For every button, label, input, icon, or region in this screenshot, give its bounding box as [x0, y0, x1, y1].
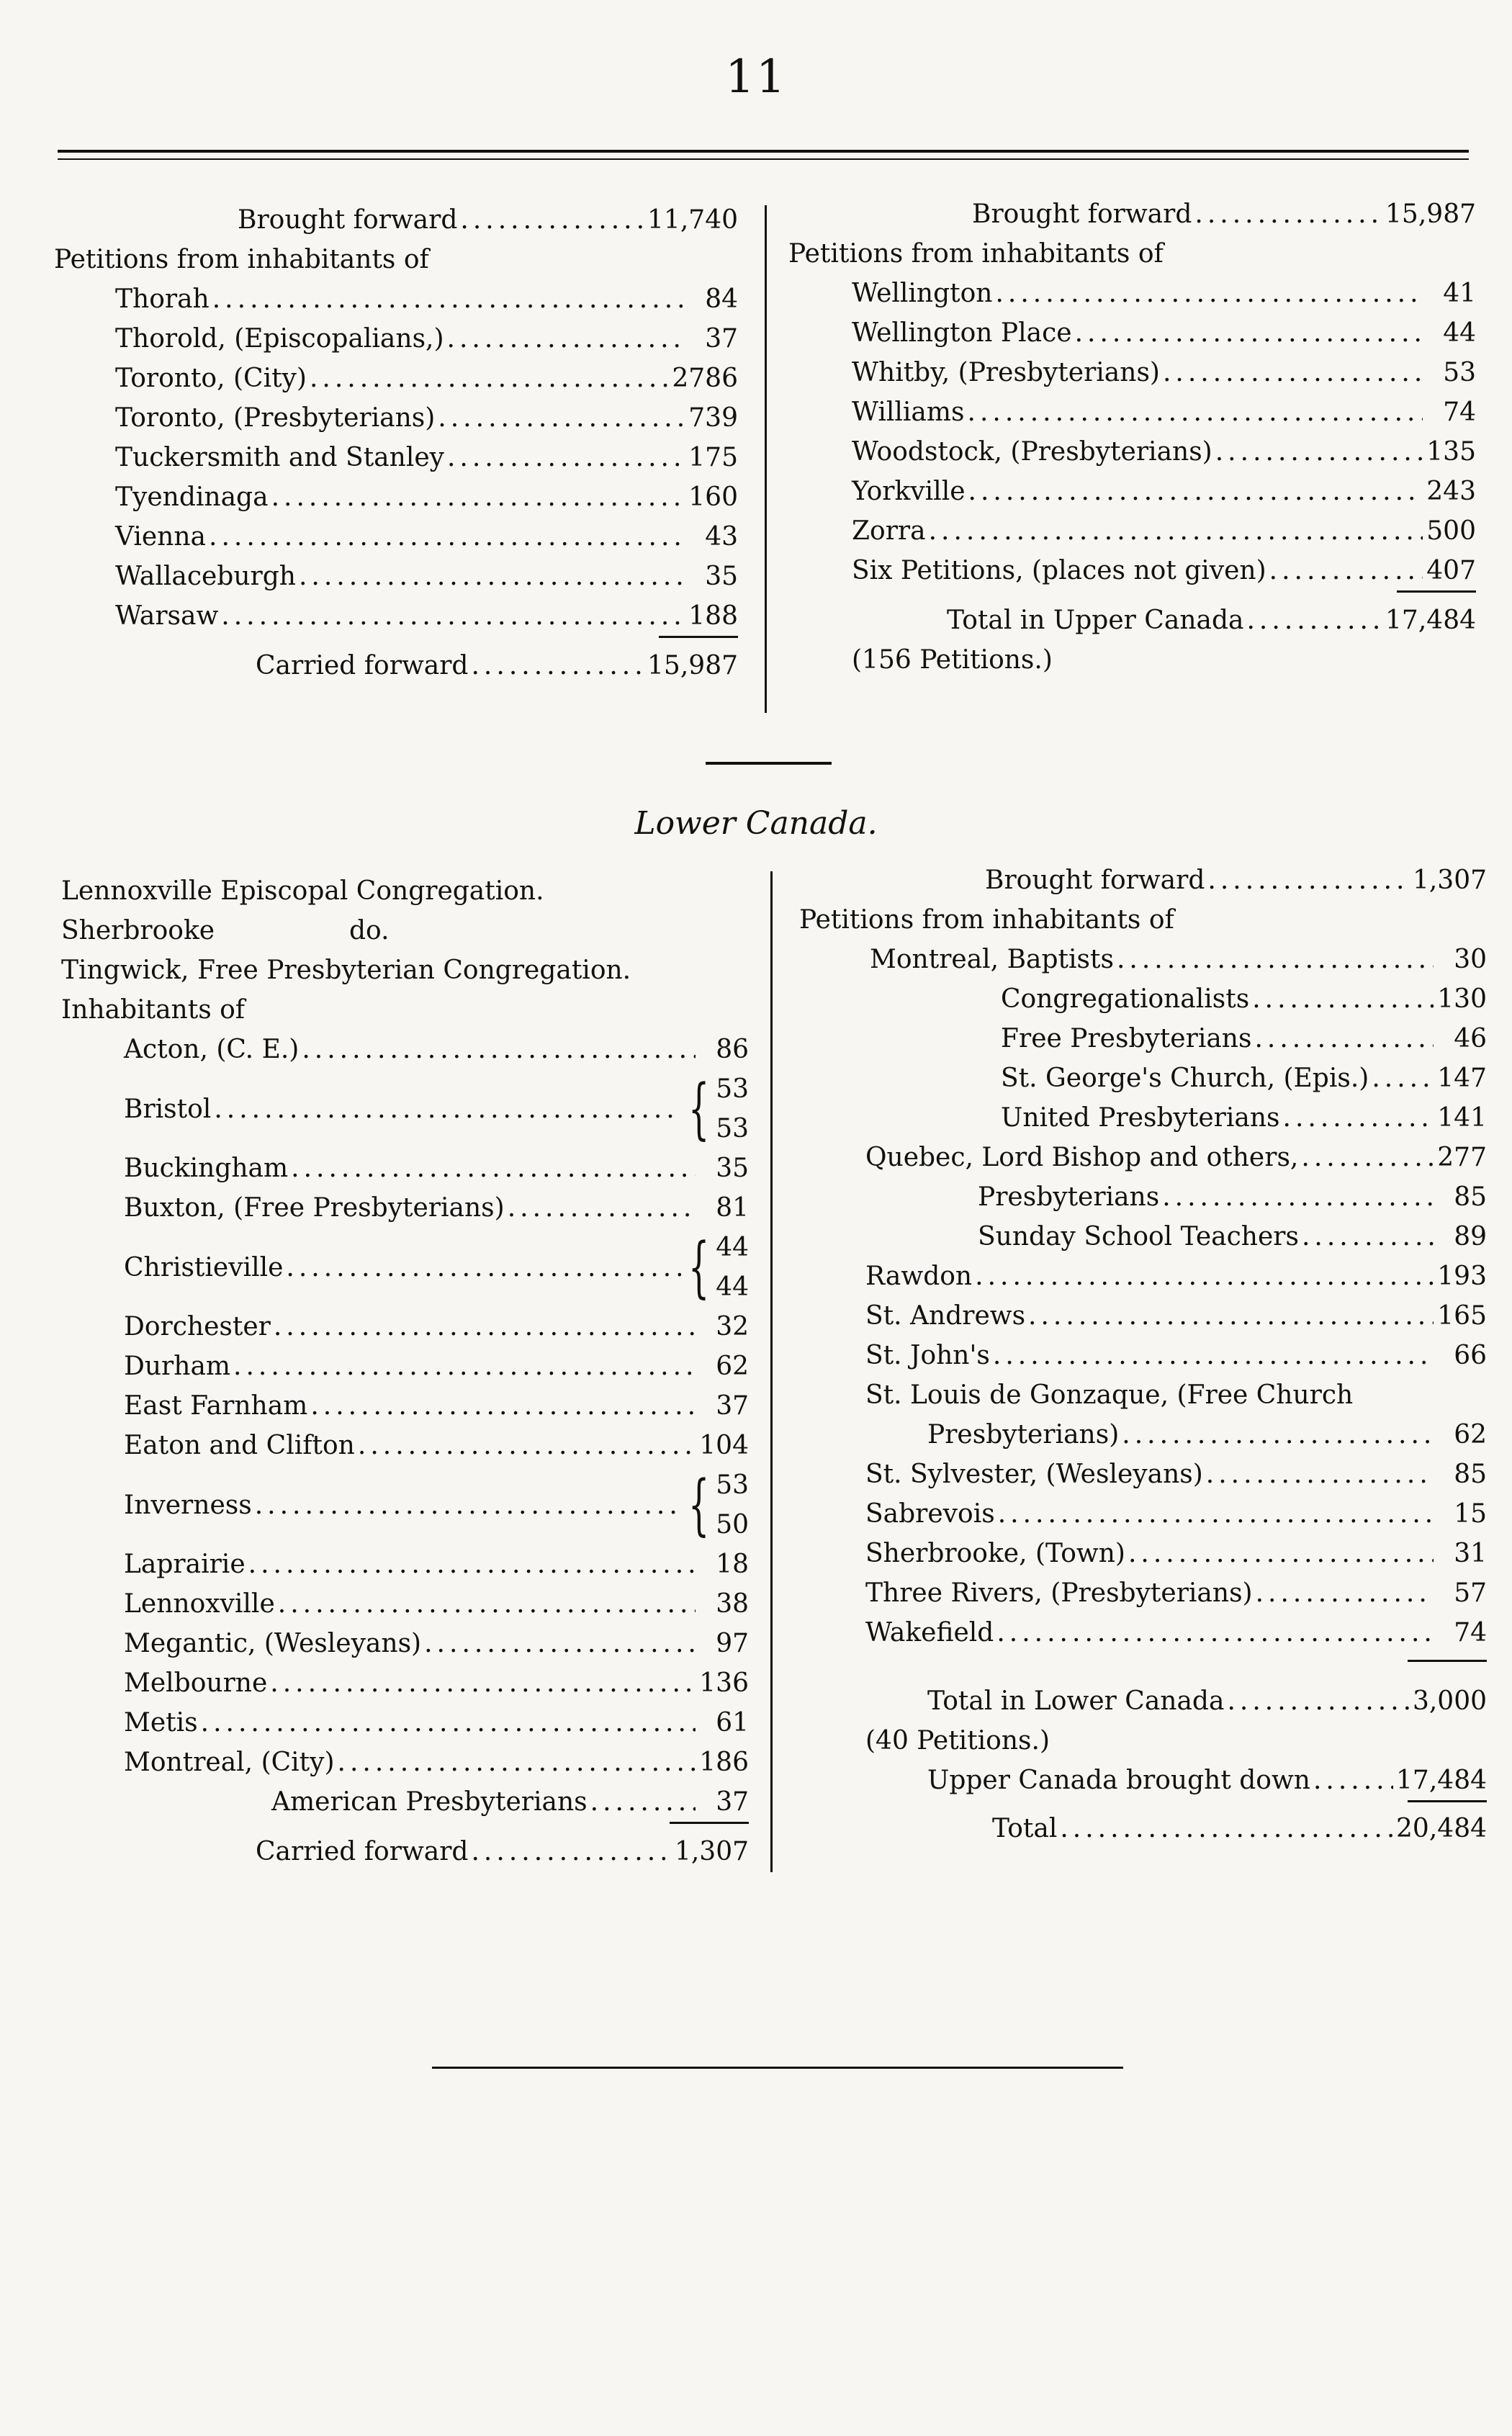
row-label: Thorold, (Episcopalians,)	[115, 324, 444, 354]
row-label: Thorah	[115, 284, 210, 314]
list-item	[124, 1307, 749, 1347]
sum-line	[1408, 1800, 1487, 1802]
leader-dots	[1162, 1177, 1434, 1217]
row-value: 500	[1426, 516, 1476, 546]
list-item	[865, 1336, 1487, 1375]
row-label: Megantic, (Wesleyans)	[124, 1629, 422, 1658]
row-value: 41	[1443, 279, 1476, 308]
list-item-bracketed: Bristol ..... { 53 53	[124, 1069, 749, 1149]
leader-dots	[1254, 1019, 1434, 1059]
section-divider	[706, 762, 832, 765]
sum-line	[1397, 590, 1476, 593]
row-label: St. Sylvester, (Wesleyans)	[865, 1460, 1203, 1489]
row-label: Yorkville	[852, 477, 966, 506]
row-value: 407	[1426, 556, 1476, 585]
row-label: Congregationalists	[1001, 984, 1250, 1014]
row-label: Woodstock, (Presbyterians)	[852, 437, 1212, 467]
leader-dots	[1215, 432, 1423, 472]
list-item: St. Louis de Gonzaque, (Free Church	[865, 1380, 1354, 1410]
leader-dots	[201, 1703, 696, 1743]
row-label: Sherbrooke, (Town)	[865, 1539, 1125, 1568]
list-item	[1001, 1019, 1487, 1059]
row-value: 136	[699, 1668, 749, 1698]
list-item	[865, 1573, 1487, 1613]
leader-dots	[1256, 1573, 1434, 1613]
list-item	[852, 432, 1476, 472]
row-value: 35	[705, 562, 738, 591]
list-item	[1001, 979, 1487, 1019]
list-item	[124, 1743, 749, 1782]
leader-dots	[1283, 1098, 1434, 1138]
row-value: 739	[688, 403, 738, 433]
leader-dots	[358, 1426, 696, 1465]
intro-line: Tingwick, Free Presbyterian Congregation.	[61, 956, 631, 985]
lower-right-column	[799, 860, 1487, 1848]
row-label: Three Rivers, (Presbyterians)	[865, 1578, 1253, 1608]
petitions-count: (40 Petitions.)	[865, 1726, 1050, 1756]
leader-dots	[968, 472, 1423, 511]
leader-dots	[995, 274, 1423, 313]
list-item	[865, 1613, 1487, 1653]
top-rule-thin	[58, 158, 1469, 160]
brace-icon: {	[688, 1466, 710, 1543]
row-label: Brought forward	[238, 205, 458, 235]
row-label: Rawdon	[865, 1262, 973, 1291]
row-value: 104	[699, 1431, 749, 1460]
list-item	[115, 398, 738, 438]
leader-dots	[1128, 1534, 1434, 1573]
leader-dots	[310, 359, 669, 398]
list-item	[852, 551, 1476, 590]
leader-dots	[996, 1613, 1434, 1653]
leader-dots	[1163, 353, 1423, 392]
list-item	[1001, 1098, 1487, 1138]
row-value: 141	[1437, 1103, 1487, 1133]
list-item	[124, 1347, 749, 1386]
leader-dots	[1269, 551, 1423, 590]
row-value: 193	[1437, 1262, 1487, 1291]
row-label: Warsaw	[115, 601, 219, 631]
row-value: 175	[688, 443, 738, 472]
row-label: East Farnham	[124, 1391, 308, 1421]
leader-dots	[1252, 979, 1434, 1019]
list-item	[124, 1584, 749, 1624]
row-label: Laprairie	[124, 1550, 246, 1579]
row-label: Toronto, (City)	[115, 364, 307, 393]
row-label: Free Presbyterians	[1001, 1024, 1252, 1053]
row-value: 85	[1454, 1182, 1487, 1212]
leader-dots	[968, 392, 1423, 432]
section-title: Lower Canada.	[634, 805, 878, 842]
upper-left-rows	[54, 279, 738, 636]
leader-dots	[271, 477, 685, 517]
row-label: Toronto, (Presbyterians)	[115, 403, 436, 433]
row-value: 165	[1437, 1301, 1487, 1331]
total-lower-canada-row: Total in Lower Canada ..... 3,000	[799, 1681, 1487, 1721]
intro-line: Inhabitants of	[61, 995, 246, 1025]
leader-dots	[291, 1149, 696, 1188]
petitions-heading: Petitions from inhabitants of	[799, 905, 1174, 935]
carried-forward-row	[54, 646, 738, 686]
row-value: 31	[1454, 1539, 1487, 1568]
leader-dots	[274, 1307, 696, 1347]
upper-left-column	[54, 200, 738, 686]
row-label: Wellington	[852, 279, 993, 308]
petitions-count: (156 Petitions.)	[852, 645, 1053, 675]
row-value: 15	[1454, 1499, 1487, 1529]
list-item-sub: American Presbyterians ..... 37	[124, 1782, 749, 1822]
list-item	[865, 1455, 1487, 1494]
list-item	[124, 1149, 749, 1188]
leader-dots	[233, 1347, 696, 1386]
list-item	[124, 1545, 749, 1584]
list-item	[115, 319, 738, 359]
row-value: 243	[1426, 477, 1476, 506]
row-label: Dorchester	[124, 1312, 271, 1341]
list-item-bracketed: Inverness ..... { 53 50	[124, 1465, 749, 1545]
list-item	[115, 438, 738, 477]
list-item	[852, 313, 1476, 353]
sum-line	[1408, 1660, 1487, 1662]
list-item	[865, 1296, 1487, 1336]
row-value: 61	[716, 1708, 749, 1738]
list-item	[115, 359, 738, 398]
row-label: Metis	[124, 1708, 198, 1738]
leader-dots	[1372, 1059, 1434, 1098]
row-value: 186	[699, 1748, 749, 1777]
leader-dots	[338, 1743, 696, 1782]
leader-dots	[993, 1336, 1434, 1375]
row-value: 35	[716, 1154, 749, 1183]
list-item	[124, 1426, 749, 1465]
intro-line: Lennoxville Episcopal Congregation.	[61, 876, 544, 906]
intro-line: Sherbrooke do.	[61, 911, 749, 950]
row-value: 89	[1454, 1222, 1487, 1251]
row-label: Whitby, (Presbyterians)	[852, 358, 1160, 387]
leader-dots	[1028, 1296, 1434, 1336]
row-value: 53	[1443, 358, 1476, 387]
list-item: Quebec, Lord Bishop and others, ..... 277	[799, 1138, 1487, 1177]
page-number: 11	[725, 50, 787, 104]
leader-dots	[1075, 313, 1423, 353]
leader-dots	[1302, 1217, 1434, 1257]
leader-dots	[471, 646, 644, 686]
list-item-cont: Presbyterians) ..... 62	[799, 1415, 1487, 1455]
leader-dots	[270, 1663, 696, 1703]
row-value: 74	[1443, 397, 1476, 427]
leader-dots	[1206, 1455, 1434, 1494]
leader-dots	[299, 557, 685, 596]
row-value: 62	[716, 1352, 749, 1381]
row-label: Williams	[852, 397, 965, 427]
brought-forward-row	[54, 200, 738, 240]
brought-forward-row: Brought forward ..... 15,987	[788, 194, 1476, 234]
row-label: Buckingham	[124, 1154, 289, 1183]
row-value: 46	[1454, 1024, 1487, 1053]
list-item	[852, 274, 1476, 313]
row-label: United Presbyterians	[1001, 1103, 1280, 1133]
row-label: St. Andrews	[865, 1301, 1026, 1331]
list-item	[865, 1494, 1487, 1534]
list-item	[115, 557, 738, 596]
leader-dots	[248, 1545, 696, 1584]
leader-dots	[212, 279, 685, 319]
row-label: Vienna	[115, 522, 207, 552]
list-item	[865, 1534, 1487, 1573]
row-label: Wellington Place	[852, 318, 1072, 348]
leader-dots	[460, 200, 644, 240]
upper-canada-brought-down-row: Upper Canada brought down ..... 17,484	[799, 1761, 1487, 1800]
brace-icon: {	[688, 1228, 710, 1305]
list-item	[115, 596, 738, 636]
list-item	[124, 1386, 749, 1426]
leader-dots	[221, 596, 685, 636]
list-item	[115, 279, 738, 319]
row-value: 188	[688, 601, 738, 631]
ditto-mark: do.	[349, 916, 390, 945]
row-value: 135	[1426, 437, 1476, 467]
list-item	[115, 477, 738, 517]
list-item	[124, 1703, 749, 1743]
row-value: 57	[1454, 1578, 1487, 1608]
list-item	[115, 517, 738, 557]
upper-right-column	[788, 194, 1476, 680]
row-value: 38	[716, 1589, 749, 1619]
list-item	[852, 353, 1476, 392]
row-label: Wakefield	[865, 1618, 994, 1648]
bottom-rule	[432, 2067, 1123, 2069]
row-label: Eaton and Clifton	[124, 1431, 355, 1460]
list-item: Acton, (C. E.) ..... 86	[124, 1030, 749, 1069]
list-item	[978, 1177, 1487, 1217]
row-label: Sabrevois	[865, 1499, 995, 1529]
row-value: 18	[716, 1550, 749, 1579]
row-value: 32	[716, 1312, 749, 1341]
row-value: 130	[1437, 984, 1487, 1014]
row-label: Sunday School Teachers	[978, 1222, 1299, 1251]
leader-dots	[447, 438, 685, 477]
row-value: 15,987	[647, 651, 738, 680]
row-label: Zorra	[852, 516, 926, 546]
sum-line	[670, 1822, 749, 1824]
row-value: 44	[1443, 318, 1476, 348]
list-item-bracketed: Christieville ..... { 44 44	[124, 1228, 749, 1307]
top-rule	[58, 150, 1469, 153]
leader-dots	[998, 1494, 1434, 1534]
row-label: Buxton, (Free Presbyterians)	[124, 1193, 505, 1223]
leader-dots	[310, 1386, 696, 1426]
row-label: St. John's	[865, 1341, 990, 1370]
petitions-heading: Petitions from inhabitants of	[788, 239, 1164, 269]
row-value: 85	[1454, 1460, 1487, 1489]
row-value: 2786	[672, 364, 738, 393]
row-value: 37	[705, 324, 738, 354]
row-value: 160	[688, 482, 738, 512]
leader-dots	[975, 1257, 1434, 1296]
list-item	[978, 1217, 1487, 1257]
column-divider	[770, 871, 773, 1872]
grand-total-row: Total ..... 20,484	[799, 1809, 1487, 1848]
carried-forward-row: Carried forward ..... 1,307	[61, 1832, 749, 1871]
row-label: Presbyterians	[978, 1182, 1160, 1212]
row-value: 74	[1454, 1618, 1487, 1648]
total-upper-canada-row: Total in Upper Canada ..... 17,484	[788, 601, 1476, 640]
row-label: Carried forward	[256, 651, 469, 680]
row-label: Durham	[124, 1352, 231, 1381]
list-item	[852, 392, 1476, 432]
list-item	[124, 1624, 749, 1663]
brace-icon: {	[688, 1070, 710, 1147]
row-label: Lennoxville	[124, 1589, 275, 1619]
row-value: 84	[705, 284, 738, 314]
list-item: Montreal, Baptists ..... 30	[799, 940, 1487, 979]
row-value: 147	[1437, 1064, 1487, 1093]
leader-dots	[209, 517, 685, 557]
row-value: 97	[716, 1629, 749, 1658]
row-value: 11,740	[647, 205, 738, 235]
petitions-heading: Petitions from inhabitants of	[54, 245, 429, 274]
sum-line	[659, 636, 738, 638]
lower-left-column	[61, 871, 749, 1871]
leader-dots	[447, 319, 685, 359]
row-label: St. George's Church, (Epis.)	[1001, 1064, 1369, 1093]
leader-dots	[438, 398, 685, 438]
row-label: Wallaceburgh	[115, 562, 296, 591]
inhabitants-list	[61, 1030, 749, 1822]
list-item	[865, 1257, 1487, 1296]
leader-dots	[424, 1624, 696, 1663]
leader-dots	[278, 1584, 696, 1624]
row-label: Montreal, (City)	[124, 1748, 335, 1777]
row-value: 66	[1454, 1341, 1487, 1370]
list-item	[852, 511, 1476, 551]
row-value: 37	[716, 1391, 749, 1421]
brought-forward-row: Brought forward ..... 1,307	[799, 860, 1487, 900]
leader-dots	[508, 1188, 696, 1228]
row-label: Tuckersmith and Stanley	[115, 443, 444, 472]
list-item	[852, 472, 1476, 511]
row-label: Six Petitions, (places not given)	[852, 556, 1266, 585]
row-label: Tyendinaga	[115, 482, 269, 512]
row-label: Melbourne	[124, 1668, 268, 1698]
row-value: 43	[705, 522, 738, 552]
list-item	[124, 1663, 749, 1703]
column-divider	[765, 205, 767, 713]
upper-right-rows	[788, 274, 1476, 590]
list-item	[1001, 1059, 1487, 1098]
row-value: 81	[716, 1193, 749, 1223]
leader-dots	[929, 511, 1423, 551]
list-item	[124, 1188, 749, 1228]
